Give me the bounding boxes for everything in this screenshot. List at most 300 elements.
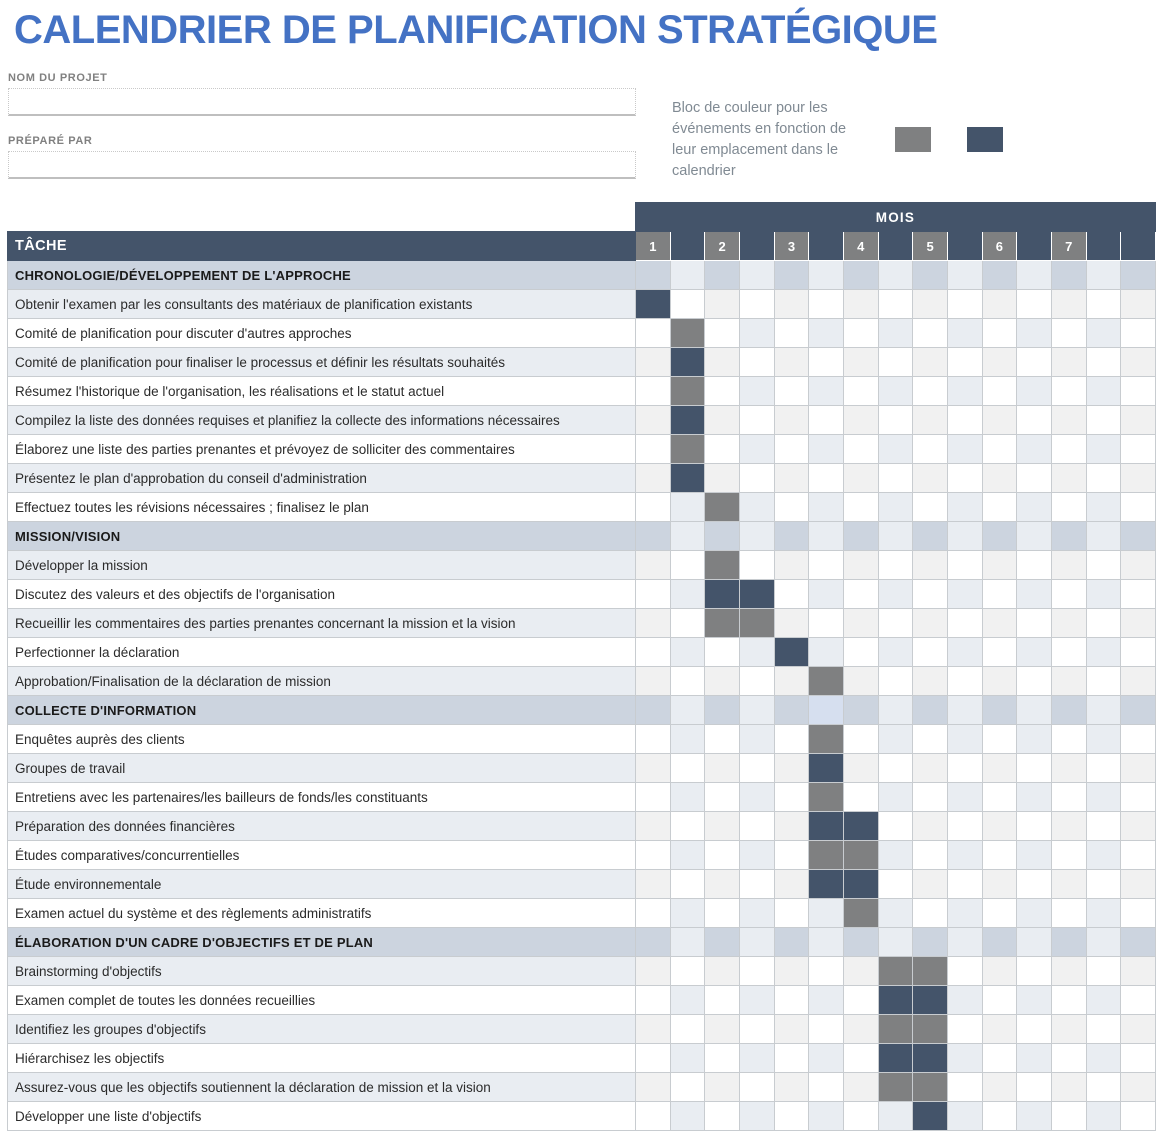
schedule-cell[interactable] [1051, 870, 1086, 899]
schedule-cell[interactable] [809, 899, 844, 928]
schedule-cell[interactable] [636, 493, 671, 522]
schedule-cell[interactable] [1121, 1102, 1156, 1131]
schedule-cell[interactable] [1121, 812, 1156, 841]
schedule-cell[interactable] [982, 783, 1017, 812]
schedule-cell-filled[interactable] [705, 609, 740, 638]
schedule-cell[interactable] [705, 783, 740, 812]
schedule-cell[interactable] [913, 812, 948, 841]
schedule-cell[interactable] [878, 261, 913, 290]
schedule-cell[interactable] [636, 551, 671, 580]
schedule-cell[interactable] [1051, 841, 1086, 870]
schedule-cell[interactable] [913, 638, 948, 667]
schedule-cell[interactable] [913, 522, 948, 551]
schedule-cell[interactable] [774, 551, 809, 580]
schedule-cell[interactable] [878, 290, 913, 319]
schedule-cell[interactable] [809, 493, 844, 522]
schedule-cell[interactable] [982, 406, 1017, 435]
schedule-cell[interactable] [947, 464, 982, 493]
schedule-cell[interactable] [843, 551, 878, 580]
schedule-cell-filled[interactable] [843, 812, 878, 841]
schedule-cell[interactable] [705, 841, 740, 870]
schedule-cell[interactable] [878, 870, 913, 899]
schedule-cell[interactable] [982, 348, 1017, 377]
schedule-cell[interactable] [1017, 1102, 1052, 1131]
schedule-cell[interactable] [843, 580, 878, 609]
schedule-cell[interactable] [636, 464, 671, 493]
schedule-cell[interactable] [636, 580, 671, 609]
schedule-cell[interactable] [1017, 261, 1052, 290]
schedule-cell[interactable] [878, 841, 913, 870]
schedule-cell[interactable] [739, 377, 774, 406]
schedule-cell-filled[interactable] [670, 464, 705, 493]
schedule-cell[interactable] [1017, 377, 1052, 406]
schedule-cell-filled[interactable] [878, 957, 913, 986]
schedule-cell[interactable] [982, 1015, 1017, 1044]
schedule-cell[interactable] [1017, 1044, 1052, 1073]
schedule-cell[interactable] [670, 638, 705, 667]
schedule-cell[interactable] [670, 986, 705, 1015]
schedule-cell[interactable] [1121, 319, 1156, 348]
schedule-cell[interactable] [1086, 464, 1121, 493]
schedule-cell-filled[interactable] [913, 957, 948, 986]
schedule-cell[interactable] [774, 1044, 809, 1073]
schedule-cell-filled[interactable] [636, 290, 671, 319]
schedule-cell[interactable] [809, 551, 844, 580]
schedule-cell[interactable] [1051, 1015, 1086, 1044]
schedule-cell[interactable] [705, 696, 740, 725]
schedule-cell[interactable] [878, 696, 913, 725]
schedule-cell[interactable] [1051, 957, 1086, 986]
schedule-cell[interactable] [947, 1073, 982, 1102]
schedule-cell[interactable] [670, 551, 705, 580]
schedule-cell-filled[interactable] [809, 754, 844, 783]
schedule-cell[interactable] [843, 1102, 878, 1131]
schedule-cell[interactable] [1121, 1044, 1156, 1073]
schedule-cell-filled[interactable] [670, 319, 705, 348]
schedule-cell[interactable] [774, 1073, 809, 1102]
schedule-cell[interactable] [739, 841, 774, 870]
schedule-cell[interactable] [913, 870, 948, 899]
schedule-cell[interactable] [670, 522, 705, 551]
schedule-cell[interactable] [670, 1073, 705, 1102]
schedule-cell[interactable] [1086, 986, 1121, 1015]
schedule-cell[interactable] [878, 464, 913, 493]
schedule-cell[interactable] [670, 812, 705, 841]
schedule-cell[interactable] [1051, 493, 1086, 522]
schedule-cell[interactable] [982, 957, 1017, 986]
schedule-cell[interactable] [705, 261, 740, 290]
schedule-cell[interactable] [947, 609, 982, 638]
schedule-cell[interactable] [1121, 754, 1156, 783]
schedule-cell[interactable] [739, 406, 774, 435]
schedule-cell[interactable] [913, 319, 948, 348]
schedule-cell[interactable] [1121, 290, 1156, 319]
schedule-cell[interactable] [739, 1073, 774, 1102]
schedule-cell[interactable] [1051, 377, 1086, 406]
schedule-cell[interactable] [913, 609, 948, 638]
schedule-cell[interactable] [739, 493, 774, 522]
schedule-cell[interactable] [636, 261, 671, 290]
schedule-cell[interactable] [1086, 319, 1121, 348]
schedule-cell-filled[interactable] [809, 783, 844, 812]
schedule-cell[interactable] [809, 348, 844, 377]
schedule-cell[interactable] [1051, 290, 1086, 319]
schedule-cell-filled[interactable] [878, 1044, 913, 1073]
schedule-cell[interactable] [1051, 1102, 1086, 1131]
schedule-cell[interactable] [774, 754, 809, 783]
schedule-cell[interactable] [1017, 899, 1052, 928]
schedule-cell[interactable] [878, 667, 913, 696]
schedule-cell[interactable] [636, 812, 671, 841]
schedule-cell[interactable] [739, 725, 774, 754]
schedule-cell[interactable] [739, 319, 774, 348]
schedule-cell[interactable] [705, 870, 740, 899]
schedule-cell[interactable] [739, 783, 774, 812]
schedule-cell[interactable] [1086, 725, 1121, 754]
schedule-cell[interactable] [878, 725, 913, 754]
schedule-cell[interactable] [705, 377, 740, 406]
schedule-cell[interactable] [670, 754, 705, 783]
schedule-cell-filled[interactable] [809, 696, 844, 725]
schedule-cell[interactable] [636, 899, 671, 928]
schedule-cell[interactable] [774, 522, 809, 551]
schedule-cell[interactable] [947, 261, 982, 290]
schedule-cell[interactable] [636, 667, 671, 696]
schedule-cell[interactable] [1051, 783, 1086, 812]
schedule-cell-filled[interactable] [913, 1044, 948, 1073]
schedule-cell[interactable] [739, 522, 774, 551]
schedule-cell[interactable] [878, 493, 913, 522]
schedule-cell[interactable] [705, 812, 740, 841]
schedule-cell[interactable] [1086, 435, 1121, 464]
schedule-cell[interactable] [670, 261, 705, 290]
schedule-cell[interactable] [878, 580, 913, 609]
schedule-cell[interactable] [636, 1102, 671, 1131]
schedule-cell[interactable] [982, 464, 1017, 493]
schedule-cell[interactable] [878, 435, 913, 464]
schedule-cell[interactable] [636, 928, 671, 957]
schedule-cell[interactable] [1086, 638, 1121, 667]
schedule-cell[interactable] [947, 406, 982, 435]
schedule-cell[interactable] [982, 899, 1017, 928]
schedule-cell[interactable] [705, 928, 740, 957]
schedule-cell[interactable] [878, 609, 913, 638]
schedule-cell[interactable] [739, 957, 774, 986]
schedule-cell-filled[interactable] [843, 841, 878, 870]
schedule-cell[interactable] [913, 783, 948, 812]
schedule-cell[interactable] [947, 696, 982, 725]
schedule-cell[interactable] [878, 551, 913, 580]
schedule-cell-filled[interactable] [705, 551, 740, 580]
schedule-cell[interactable] [1051, 638, 1086, 667]
schedule-cell[interactable] [843, 435, 878, 464]
schedule-cell[interactable] [947, 783, 982, 812]
schedule-cell[interactable] [913, 290, 948, 319]
schedule-cell[interactable] [878, 754, 913, 783]
schedule-cell[interactable] [843, 261, 878, 290]
schedule-cell[interactable] [739, 812, 774, 841]
schedule-cell[interactable] [636, 348, 671, 377]
schedule-cell[interactable] [1121, 957, 1156, 986]
schedule-cell[interactable] [1017, 957, 1052, 986]
schedule-cell[interactable] [843, 986, 878, 1015]
schedule-cell[interactable] [636, 1073, 671, 1102]
schedule-cell[interactable] [878, 899, 913, 928]
schedule-cell[interactable] [1086, 696, 1121, 725]
schedule-cell[interactable] [739, 638, 774, 667]
schedule-cell[interactable] [1017, 1073, 1052, 1102]
schedule-cell[interactable] [947, 812, 982, 841]
schedule-cell[interactable] [843, 406, 878, 435]
schedule-cell[interactable] [809, 638, 844, 667]
schedule-cell[interactable] [1121, 1073, 1156, 1102]
schedule-cell[interactable] [982, 870, 1017, 899]
schedule-cell[interactable] [739, 986, 774, 1015]
schedule-cell[interactable] [1017, 638, 1052, 667]
schedule-cell[interactable] [636, 319, 671, 348]
schedule-cell[interactable] [1086, 522, 1121, 551]
schedule-cell[interactable] [670, 580, 705, 609]
schedule-cell[interactable] [739, 261, 774, 290]
schedule-cell-filled[interactable] [913, 1015, 948, 1044]
schedule-cell[interactable] [947, 319, 982, 348]
schedule-cell[interactable] [1051, 261, 1086, 290]
schedule-cell[interactable] [947, 957, 982, 986]
schedule-cell[interactable] [982, 551, 1017, 580]
schedule-cell[interactable] [774, 841, 809, 870]
schedule-cell[interactable] [1121, 928, 1156, 957]
schedule-cell[interactable] [809, 609, 844, 638]
schedule-cell[interactable] [1051, 522, 1086, 551]
schedule-cell[interactable] [1051, 406, 1086, 435]
schedule-cell[interactable] [878, 406, 913, 435]
schedule-cell[interactable] [705, 638, 740, 667]
schedule-cell[interactable] [1017, 841, 1052, 870]
schedule-cell[interactable] [878, 783, 913, 812]
schedule-cell[interactable] [843, 319, 878, 348]
schedule-cell[interactable] [913, 551, 948, 580]
schedule-cell[interactable] [670, 928, 705, 957]
schedule-cell[interactable] [670, 870, 705, 899]
schedule-cell[interactable] [1051, 609, 1086, 638]
schedule-cell[interactable] [670, 493, 705, 522]
schedule-cell-filled[interactable] [809, 870, 844, 899]
schedule-cell[interactable] [843, 696, 878, 725]
schedule-cell-filled[interactable] [774, 638, 809, 667]
schedule-cell[interactable] [947, 435, 982, 464]
schedule-cell[interactable] [774, 435, 809, 464]
schedule-cell[interactable] [982, 377, 1017, 406]
schedule-cell-filled[interactable] [878, 1015, 913, 1044]
schedule-cell[interactable] [774, 406, 809, 435]
schedule-cell[interactable] [982, 841, 1017, 870]
schedule-cell-filled[interactable] [878, 986, 913, 1015]
schedule-cell[interactable] [982, 290, 1017, 319]
schedule-cell[interactable] [843, 464, 878, 493]
schedule-cell[interactable] [947, 638, 982, 667]
schedule-cell[interactable] [1017, 522, 1052, 551]
schedule-cell[interactable] [982, 435, 1017, 464]
schedule-cell[interactable] [843, 667, 878, 696]
schedule-cell[interactable] [1051, 754, 1086, 783]
schedule-cell[interactable] [670, 957, 705, 986]
schedule-cell[interactable] [774, 928, 809, 957]
schedule-cell[interactable] [913, 261, 948, 290]
schedule-cell[interactable] [774, 319, 809, 348]
schedule-cell[interactable] [809, 319, 844, 348]
schedule-cell-filled[interactable] [670, 348, 705, 377]
schedule-cell[interactable] [705, 1015, 740, 1044]
schedule-cell[interactable] [809, 406, 844, 435]
schedule-cell[interactable] [1121, 435, 1156, 464]
schedule-cell[interactable] [878, 377, 913, 406]
schedule-cell[interactable] [1017, 319, 1052, 348]
schedule-cell[interactable] [1017, 986, 1052, 1015]
schedule-cell[interactable] [913, 580, 948, 609]
schedule-cell[interactable] [739, 1044, 774, 1073]
schedule-cell[interactable] [843, 957, 878, 986]
schedule-cell[interactable] [636, 406, 671, 435]
schedule-cell[interactable] [947, 551, 982, 580]
prepared-by-input[interactable] [8, 151, 636, 179]
schedule-cell[interactable] [1051, 1044, 1086, 1073]
schedule-cell[interactable] [670, 841, 705, 870]
schedule-cell[interactable] [705, 522, 740, 551]
schedule-cell[interactable] [947, 522, 982, 551]
schedule-cell[interactable] [1086, 406, 1121, 435]
schedule-cell[interactable] [1086, 928, 1121, 957]
schedule-cell[interactable] [913, 928, 948, 957]
schedule-cell[interactable] [843, 290, 878, 319]
schedule-cell[interactable] [913, 696, 948, 725]
schedule-cell-filled[interactable] [843, 899, 878, 928]
schedule-cell[interactable] [774, 725, 809, 754]
schedule-cell[interactable] [705, 348, 740, 377]
schedule-cell[interactable] [982, 754, 1017, 783]
schedule-cell[interactable] [1086, 899, 1121, 928]
schedule-cell[interactable] [739, 435, 774, 464]
schedule-cell[interactable] [843, 609, 878, 638]
schedule-cell[interactable] [739, 667, 774, 696]
schedule-cell[interactable] [774, 377, 809, 406]
schedule-cell[interactable] [1086, 812, 1121, 841]
schedule-cell-filled[interactable] [809, 667, 844, 696]
schedule-cell[interactable] [1121, 522, 1156, 551]
schedule-cell[interactable] [809, 986, 844, 1015]
schedule-cell[interactable] [947, 377, 982, 406]
schedule-cell[interactable] [1086, 1073, 1121, 1102]
schedule-cell[interactable] [774, 261, 809, 290]
schedule-cell[interactable] [670, 899, 705, 928]
schedule-cell[interactable] [774, 1015, 809, 1044]
schedule-cell[interactable] [1121, 609, 1156, 638]
schedule-cell[interactable] [636, 522, 671, 551]
schedule-cell[interactable] [1086, 261, 1121, 290]
schedule-cell[interactable] [878, 522, 913, 551]
schedule-cell-filled[interactable] [705, 493, 740, 522]
schedule-cell[interactable] [982, 638, 1017, 667]
schedule-cell[interactable] [947, 580, 982, 609]
schedule-cell[interactable] [982, 609, 1017, 638]
schedule-cell[interactable] [739, 1015, 774, 1044]
schedule-cell[interactable] [636, 957, 671, 986]
schedule-cell[interactable] [809, 928, 844, 957]
schedule-cell[interactable] [878, 1102, 913, 1131]
schedule-cell[interactable] [982, 319, 1017, 348]
schedule-cell[interactable] [1017, 435, 1052, 464]
schedule-cell[interactable] [1017, 609, 1052, 638]
schedule-cell[interactable] [1051, 725, 1086, 754]
schedule-cell[interactable] [843, 1044, 878, 1073]
schedule-cell[interactable] [705, 435, 740, 464]
schedule-cell[interactable] [636, 783, 671, 812]
schedule-cell[interactable] [913, 464, 948, 493]
schedule-cell[interactable] [636, 696, 671, 725]
schedule-cell-filled[interactable] [670, 377, 705, 406]
schedule-cell[interactable] [913, 754, 948, 783]
schedule-cell[interactable] [705, 986, 740, 1015]
schedule-cell[interactable] [809, 435, 844, 464]
schedule-cell[interactable] [1086, 348, 1121, 377]
schedule-cell[interactable] [774, 870, 809, 899]
schedule-cell[interactable] [947, 870, 982, 899]
schedule-cell[interactable] [1017, 580, 1052, 609]
schedule-cell[interactable] [843, 754, 878, 783]
schedule-cell[interactable] [1121, 261, 1156, 290]
schedule-cell[interactable] [1017, 667, 1052, 696]
schedule-cell[interactable] [809, 290, 844, 319]
schedule-cell[interactable] [843, 638, 878, 667]
schedule-cell[interactable] [774, 783, 809, 812]
schedule-cell[interactable] [809, 522, 844, 551]
schedule-cell[interactable] [947, 754, 982, 783]
schedule-cell[interactable] [843, 1015, 878, 1044]
schedule-cell[interactable] [1051, 551, 1086, 580]
schedule-cell[interactable] [809, 1015, 844, 1044]
schedule-cell[interactable] [913, 841, 948, 870]
schedule-cell[interactable] [1086, 754, 1121, 783]
schedule-cell[interactable] [843, 522, 878, 551]
schedule-cell[interactable] [809, 377, 844, 406]
schedule-cell[interactable] [1121, 406, 1156, 435]
schedule-cell[interactable] [982, 522, 1017, 551]
schedule-cell-filled[interactable] [843, 870, 878, 899]
schedule-cell[interactable] [774, 899, 809, 928]
schedule-cell[interactable] [982, 812, 1017, 841]
schedule-cell[interactable] [1121, 377, 1156, 406]
schedule-cell[interactable] [670, 1044, 705, 1073]
schedule-cell[interactable] [1121, 870, 1156, 899]
schedule-cell[interactable] [1051, 986, 1086, 1015]
schedule-cell[interactable] [878, 348, 913, 377]
schedule-cell[interactable] [1086, 377, 1121, 406]
schedule-cell[interactable] [739, 870, 774, 899]
schedule-cell[interactable] [1051, 580, 1086, 609]
schedule-cell[interactable] [878, 638, 913, 667]
schedule-cell[interactable] [1051, 348, 1086, 377]
schedule-cell[interactable] [1121, 1015, 1156, 1044]
schedule-cell[interactable] [1086, 551, 1121, 580]
schedule-cell[interactable] [947, 899, 982, 928]
schedule-cell[interactable] [843, 493, 878, 522]
schedule-cell[interactable] [739, 290, 774, 319]
schedule-cell[interactable] [843, 783, 878, 812]
schedule-cell[interactable] [809, 1044, 844, 1073]
schedule-cell[interactable] [636, 435, 671, 464]
schedule-cell[interactable] [1121, 667, 1156, 696]
schedule-cell-filled[interactable] [705, 580, 740, 609]
schedule-cell[interactable] [739, 754, 774, 783]
